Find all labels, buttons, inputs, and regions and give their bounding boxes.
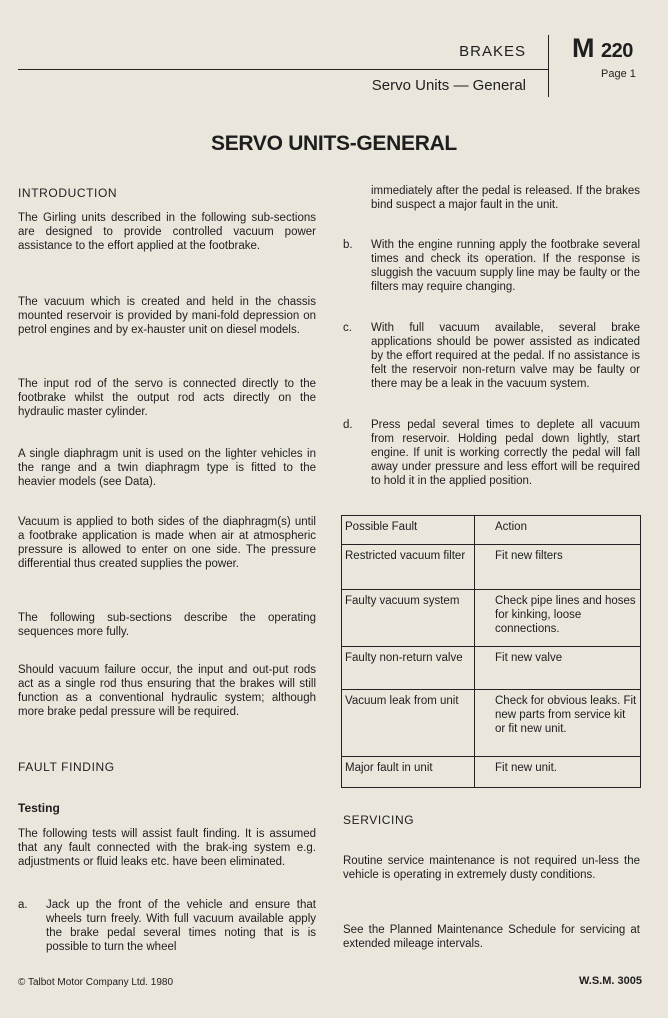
intro-paragraph-6: The following sub-sections describe the operating sequences more fully. <box>18 612 316 638</box>
servicing-paragraph-2: See the Planned Maintenance Schedule for servicing at extended mileage intervals. <box>343 924 640 950</box>
testing-heading: Testing <box>18 801 60 815</box>
table-cell-fault: Faulty vacuum system <box>342 590 475 647</box>
introduction-heading: INTRODUCTION <box>18 186 118 200</box>
manual-code <box>572 33 633 64</box>
test-item-c: c. With full vacuum available, several brake applications should be power assisted as indicated by the effort required at the pedal. If no assistance is felt the reservoir non-return valve may be faulty or there may be a leak in the vacuum system. <box>343 322 640 390</box>
table-row <box>342 690 641 757</box>
table-row <box>342 590 641 647</box>
intro-paragraph-1: The Girling units described in the following sub-sections are designed to provide controlled vacuum power assistance to the effort applied at the footbrake. <box>18 212 316 252</box>
testing-intro: The following tests will assist fault finding. It is assumed that any fault connected with the brak-ing system e.g. adjustments or fluid leaks etc. have been eliminated. <box>18 828 316 868</box>
section-name: BRAKES <box>459 43 526 60</box>
test-item-a: a. Jack up the front of the vehicle and ensure that wheels turn freely. With full vacuum available apply the brake pedal several times noting that is is possible to turn the wheel <box>18 899 316 953</box>
table-row <box>342 647 641 690</box>
page-number: Page 1 <box>601 68 636 80</box>
test-item-b: b. With the engine running apply the footbrake several times and check its operation. If the response is sluggish the vacuum supply line may be faulty or the filters may require changing. <box>343 239 640 293</box>
header-rule <box>18 69 548 70</box>
table-row <box>342 545 641 590</box>
table-cell-fault: Vacuum leak from unit <box>342 690 475 757</box>
table-header-fault: Possible Fault <box>342 516 475 545</box>
table-header-action: Action <box>475 516 641 545</box>
intro-paragraph-7: Should vacuum failure occur, the input and out-put rods act as a single rod thus ensuring that the brakes will still function as a conventional hydraulic system; although more brake pedal pressure will be required. <box>18 664 316 718</box>
test-item-d: d. Press pedal several times to deplete all vacuum from reservoir. Holding pedal down lightly, start engine. If unit is working correctly the pedal will fall away under pressure and less effort will be required to hold it in the applied position. <box>343 419 640 487</box>
table-cell-fault: Faulty non-return valve <box>342 647 475 690</box>
table-cell-action: Fit new filters <box>475 545 641 590</box>
servicing-heading: SERVICING <box>343 813 415 827</box>
manual-code-number: 220 <box>601 40 633 62</box>
table-cell-action: Check pipe lines and hoses for kinking, loose connections. <box>475 590 641 647</box>
manual-code-letter: M <box>572 33 594 63</box>
intro-paragraph-2: The vacuum which is created and held in the chassis mounted reservoir is provided by mani-fold depression on petrol engines and by ex-hauster unit on diesel models. <box>18 296 316 336</box>
table-cell-action: Check for obvious leaks. Fit new parts from service kit or fit new unit. <box>475 690 641 757</box>
intro-paragraph-5: Vacuum is applied to both sides of the diaphragm(s) until a footbrake application is made when air at atmospheric pressure is allowed to enter on one side. The pressure differential thus created supplies the power. <box>18 516 316 570</box>
fault-table <box>341 515 641 788</box>
section-subtitle: Servo Units — General <box>371 77 526 94</box>
table-cell-fault: Major fault in unit <box>342 757 475 788</box>
servicing-paragraph-1: Routine service maintenance is not required un-less the vehicle is operating in extremely dusty conditions. <box>343 855 640 881</box>
table-header-row <box>342 516 641 545</box>
table-cell-action: Fit new valve <box>475 647 641 690</box>
table-row <box>342 757 641 788</box>
header-divider <box>548 35 549 97</box>
fault-finding-heading: FAULT FINDING <box>18 760 115 774</box>
table-cell-action: Fit new unit. <box>475 757 641 788</box>
page-title: SERVO UNITS-GENERAL <box>211 132 457 155</box>
table-cell-fault: Restricted vacuum filter <box>342 545 475 590</box>
intro-paragraph-3: The input rod of the servo is connected directly to the footbrake whilst the output rod acts directly on the hydraulic master cylinder. <box>18 378 316 418</box>
copyright-notice: © Talbot Motor Company Ltd. 1980 <box>18 977 174 988</box>
manual-reference: W.S.M. 3005 <box>579 975 642 987</box>
intro-paragraph-4: A single diaphragm unit is used on the lighter vehicles in the range and a twin diaphragm type is fitted to the heavier models (see Data). <box>18 448 316 488</box>
test-item-a-continued: immediately after the pedal is released. If the brakes bind suspect a major fault in the unit. <box>371 185 640 211</box>
